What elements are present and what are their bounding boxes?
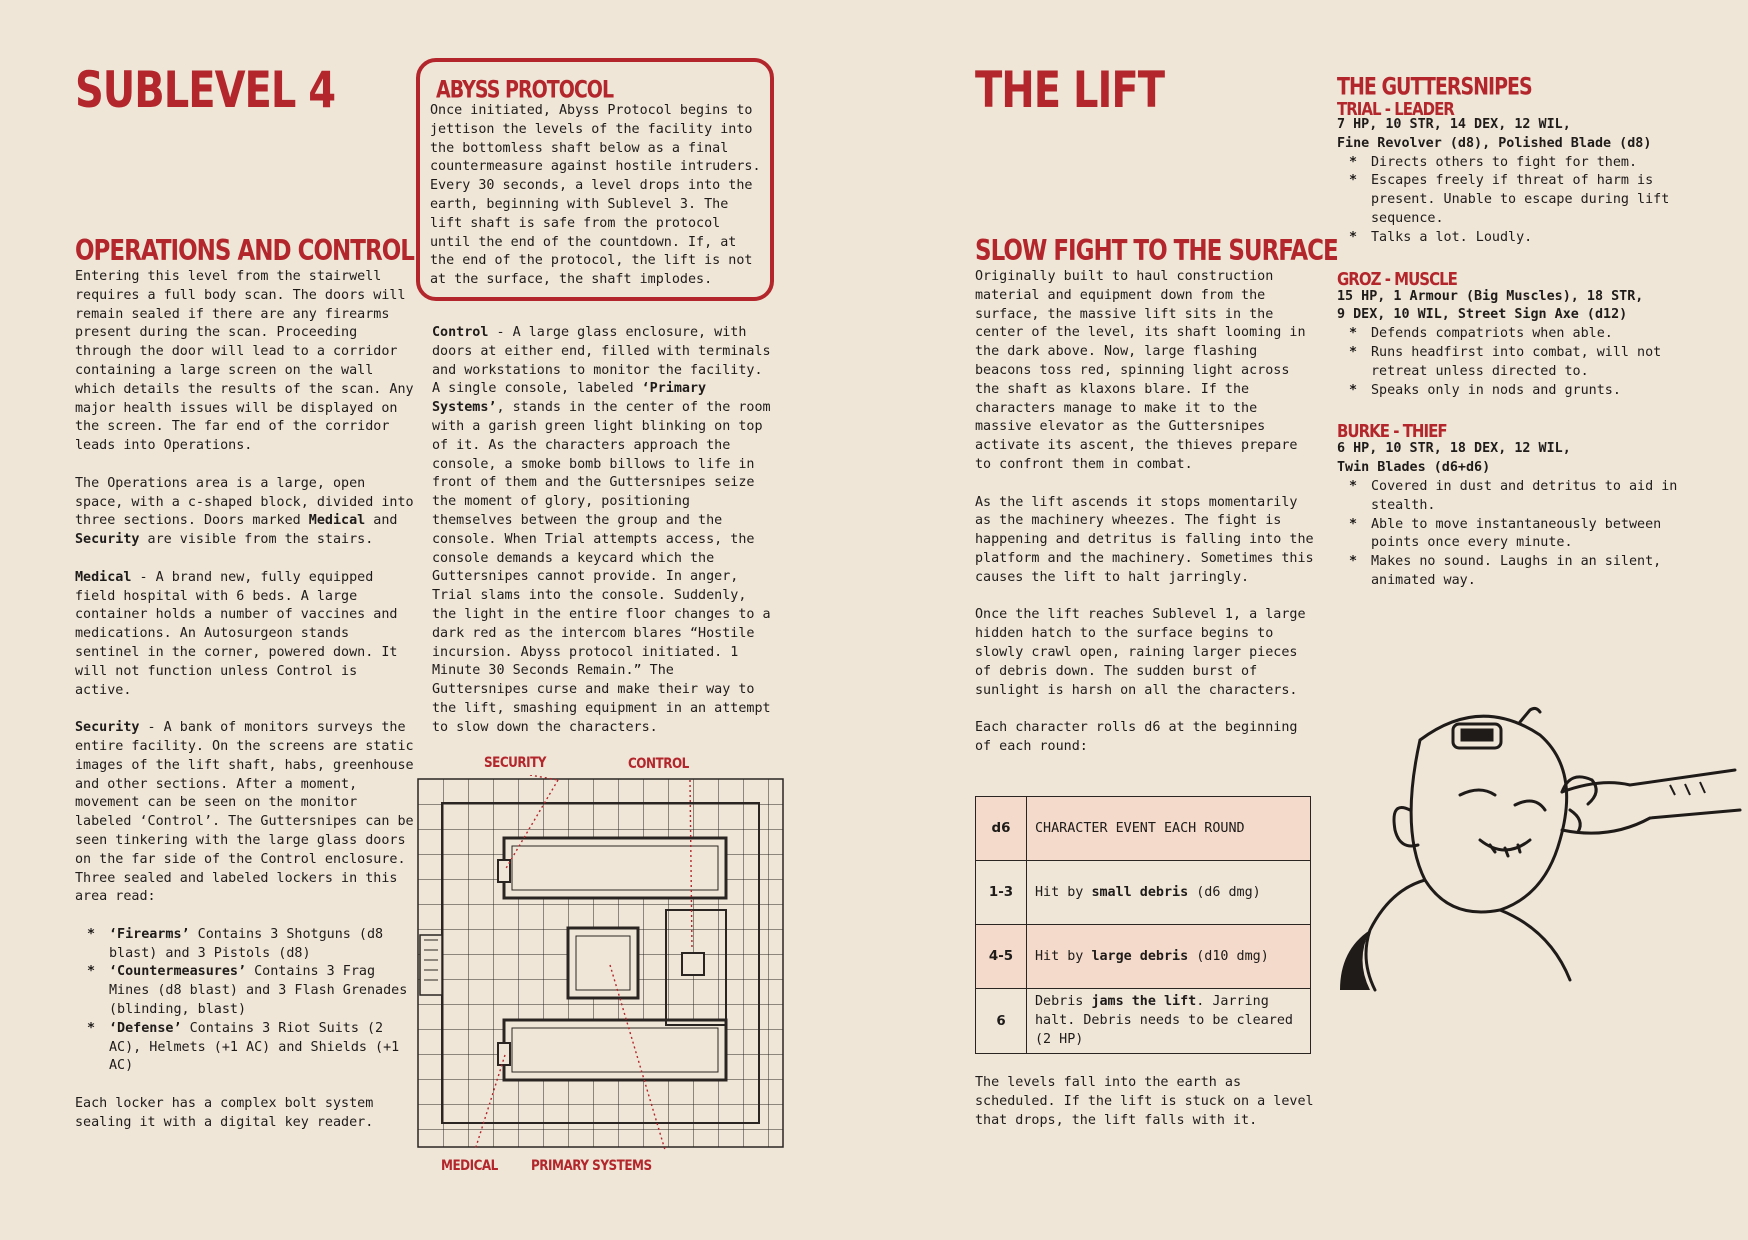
page-title-lift: THE LIFT: [975, 62, 1164, 120]
slow-fight-paragraph-4: Each character rolls d6 at the beginning of each round:: [975, 720, 1298, 754]
list-item: * Covered in dust and detritus to aid in stealth.: [1337, 478, 1697, 516]
heading-burke: BURKE - THIEF: [1337, 420, 1447, 442]
operations-paragraph-2: The Operations area is a large, open space, with a c-shaped block, divided into three sections. Doors marked Medical and Security are visible from the stairs.: [75, 475, 414, 548]
heading-operations: OPERATIONS AND CONTROL: [75, 235, 414, 268]
list-item: * ‘Countermeasures’ Contains 3 Frag Mines (d8 blast) and 3 Flash Grenades (blinding, blast): [75, 963, 415, 1019]
list-item: * Runs headfirst into combat, will not retreat unless directed to.: [1337, 344, 1697, 382]
map-label-control: CONTROL: [628, 755, 689, 772]
heading-groz: GROZ - MUSCLE: [1337, 267, 1457, 290]
heading-abyss-protocol: ABYSS PROTOCOL: [436, 76, 614, 104]
slow-fight-closing: The levels fall into the earth as scheduled. If the lift is stuck on a level that drops, the lift falls with it.: [975, 1075, 1314, 1128]
slow-fight-paragraph-3: Once the lift reaches Sublevel 1, a large hidden hatch to the surface begins to slowly crawl open, raining larger pieces of debris down. The sudden burst of sunlight is harsh on all the characters.: [975, 607, 1306, 698]
list-item: * Makes no sound. Laughs in an silent, animated way.: [1337, 553, 1697, 591]
table-header-event: CHARACTER EVENT EACH ROUND: [1027, 797, 1311, 861]
floor-map: [410, 775, 795, 1155]
burke-traits: [1337, 478, 1697, 591]
heading-guttersnipes: THE GUTTERSNIPES: [1337, 73, 1532, 101]
list-item: * ‘Firearms’ Contains 3 Shotguns (d8 blast) and 3 Pistols (d8): [75, 926, 415, 964]
trial-traits: [1337, 154, 1697, 248]
list-item: * Talks a lot. Loudly.: [1337, 229, 1697, 248]
abyss-protocol-text: Once initiated, Abyss Protocol begins to jettison the levels of the facility into the bottomless shaft below as a final countermeasure against hostile intruders. Every 30 seconds, a level drops into the earth, beginning with Sublevel 3. The lift shaft is safe from the protocol until the end of the countdown. If, at the end of the protocol, the lift is not at the surface, the shaft implodes.: [430, 103, 761, 288]
event-table: [975, 796, 1311, 1054]
security-paragraph: Security - A bank of monitors surveys the entire facility. On the screens are static images of the lift shaft, habs, greenhouse and other sections. After a moment, movement can be seen on the monitor labeled ‘Control’. The Guttersnipes can be seen tinkering with the large glass doors on the far side of the Control enclosure. Three sealed and labeled lockers in this area read:: [75, 720, 414, 905]
list-item: * Defends compatriots when able.: [1337, 325, 1697, 344]
operations-text: [75, 268, 415, 1151]
list-item: * Able to move instantaneously between points once every minute.: [1337, 516, 1697, 554]
control-paragraph: Control - A large glass enclosure, with doors at either end, filled with terminals and workstations to monitor the facility. A single console, labeled ‘Primary Systems’, stands in the center of the room with a garish green light blinking on top of it. As the characters approach the console, a smoke bomb billows to life in front of them and the Guttersnipes seize the moment of glory, positioning themselves between the group and the console. When Trial attempts access, the console demands a keycard which the Guttersnipes cannot provide. In anger, Trial slams into the console. Suddenly, the light in the entire floor changes to a dark red as the intercom blares “Hostile incursion. Abyss protocol initiated. 1 Minute 30 Seconds Remain.” The Guttersnipes curse and make their way to the lift, smashing equipment in an attempt to slow down the characters.: [432, 325, 771, 735]
table-row: 1-3 Hit by small debris (d6 dmg): [976, 861, 1311, 925]
heading-trial: TRIAL - LEADER: [1337, 98, 1454, 120]
slow-fight-paragraph-1: Originally built to haul construction material and equipment down from the surface, the massive lift sits in the center of the level, its shaft looming in the dark above. Now, large flashing beacons toss red, spinning light across the shaft as klaxons blare. If the characters manage to make it to the massive elevator as the Guttersnipes activate its ascent, the thieves prepare to confront them in combat.: [975, 269, 1306, 472]
list-item: * Directs others to fight for them.: [1337, 154, 1697, 173]
map-label-security: SECURITY: [484, 754, 546, 771]
operations-paragraph-1: Entering this level from the stairwell requires a full body scan. The doors will remain sealed if there are any firearms present during the scan. Proceeding through the door will lead to a corridor containing a large screen on the wall which details the results of the scan. Any major health issues will be displayed on the screen. The far end of the corridor leads into Operations.: [75, 269, 414, 454]
map-label-primary-systems: PRIMARY SYSTEMS: [531, 1157, 652, 1174]
table-header-die: d6: [976, 797, 1027, 861]
list-item: * Escapes freely if threat of harm is present. Unable to escape during lift sequence.: [1337, 172, 1697, 228]
slow-fight-text: [975, 268, 1315, 776]
lockers-closing: Each locker has a complex bolt system sealing it with a digital key reader.: [75, 1096, 374, 1130]
slow-fight-paragraph-2: As the lift ascends it stops momentarily as the machinery wheezes. The fight is happening and detritus is falling into the platform and the machinery. Sometimes this causes the lift to halt jarringly.: [975, 494, 1314, 585]
guttersnipes-column: TRIAL - LEADER 7 HP, 10 STR, 14 DEX, 12 WIL, Fine Revolver (d8), Polished Blade (d8) * Directs others to fight for them. * Escapes freely if threat of harm is present. Unable to escape during lift sequence. * Talks a lot. Loudly. GROZ - MUSCLE 15 HP, 1 Armour (Big Muscles), 18 STR, 9 DEX, 10 WIL, Street Sign Axe (d12) * Defends compatriots when able. * Runs headfirst into combat, will not retreat unless directed to. * Speaks only in nods and grunts. BURKE - THIEF 6 HP, 10 STR, 18 DEX, 12 WIL, Twin Blades (d6+d6) * Covered in dust and detritus to aid in stealth. * Able to move instantaneously between points once every minute. * Makes no sound. Laughs in an silent, animated way.: [1337, 98, 1697, 591]
table-row: 6 Debris jams the lift. Jarring halt. Debris needs to be cleared (2 HP): [976, 989, 1311, 1054]
lockers-list: [75, 926, 415, 1076]
abyss-protocol-box: [416, 58, 774, 301]
list-item: * ‘Defense’ Contains 3 Riot Suits (2 AC), Helmets (+1 AC) and Shields (+1 AC): [75, 1020, 415, 1076]
heading-slow-fight: SLOW FIGHT TO THE SURFACE: [975, 235, 1338, 268]
table-row: 4-5 Hit by large debris (d10 dmg): [976, 925, 1311, 989]
medical-paragraph: Medical - A brand new, fully equipped field hospital with 6 beds. A large container holds a number of vaccines and medications. An Autosurgeon stands sentinel in the corner, powered down. It will not function unless Control is active.: [75, 569, 398, 698]
groz-traits: [1337, 325, 1697, 400]
list-item: * Speaks only in nods and grunts.: [1337, 382, 1697, 401]
punch-illustration: [1330, 700, 1745, 1000]
page-title-sublevel: SUBLEVEL 4: [75, 62, 336, 120]
table-row: [976, 797, 1311, 861]
map-label-medical: MEDICAL: [441, 1157, 498, 1174]
